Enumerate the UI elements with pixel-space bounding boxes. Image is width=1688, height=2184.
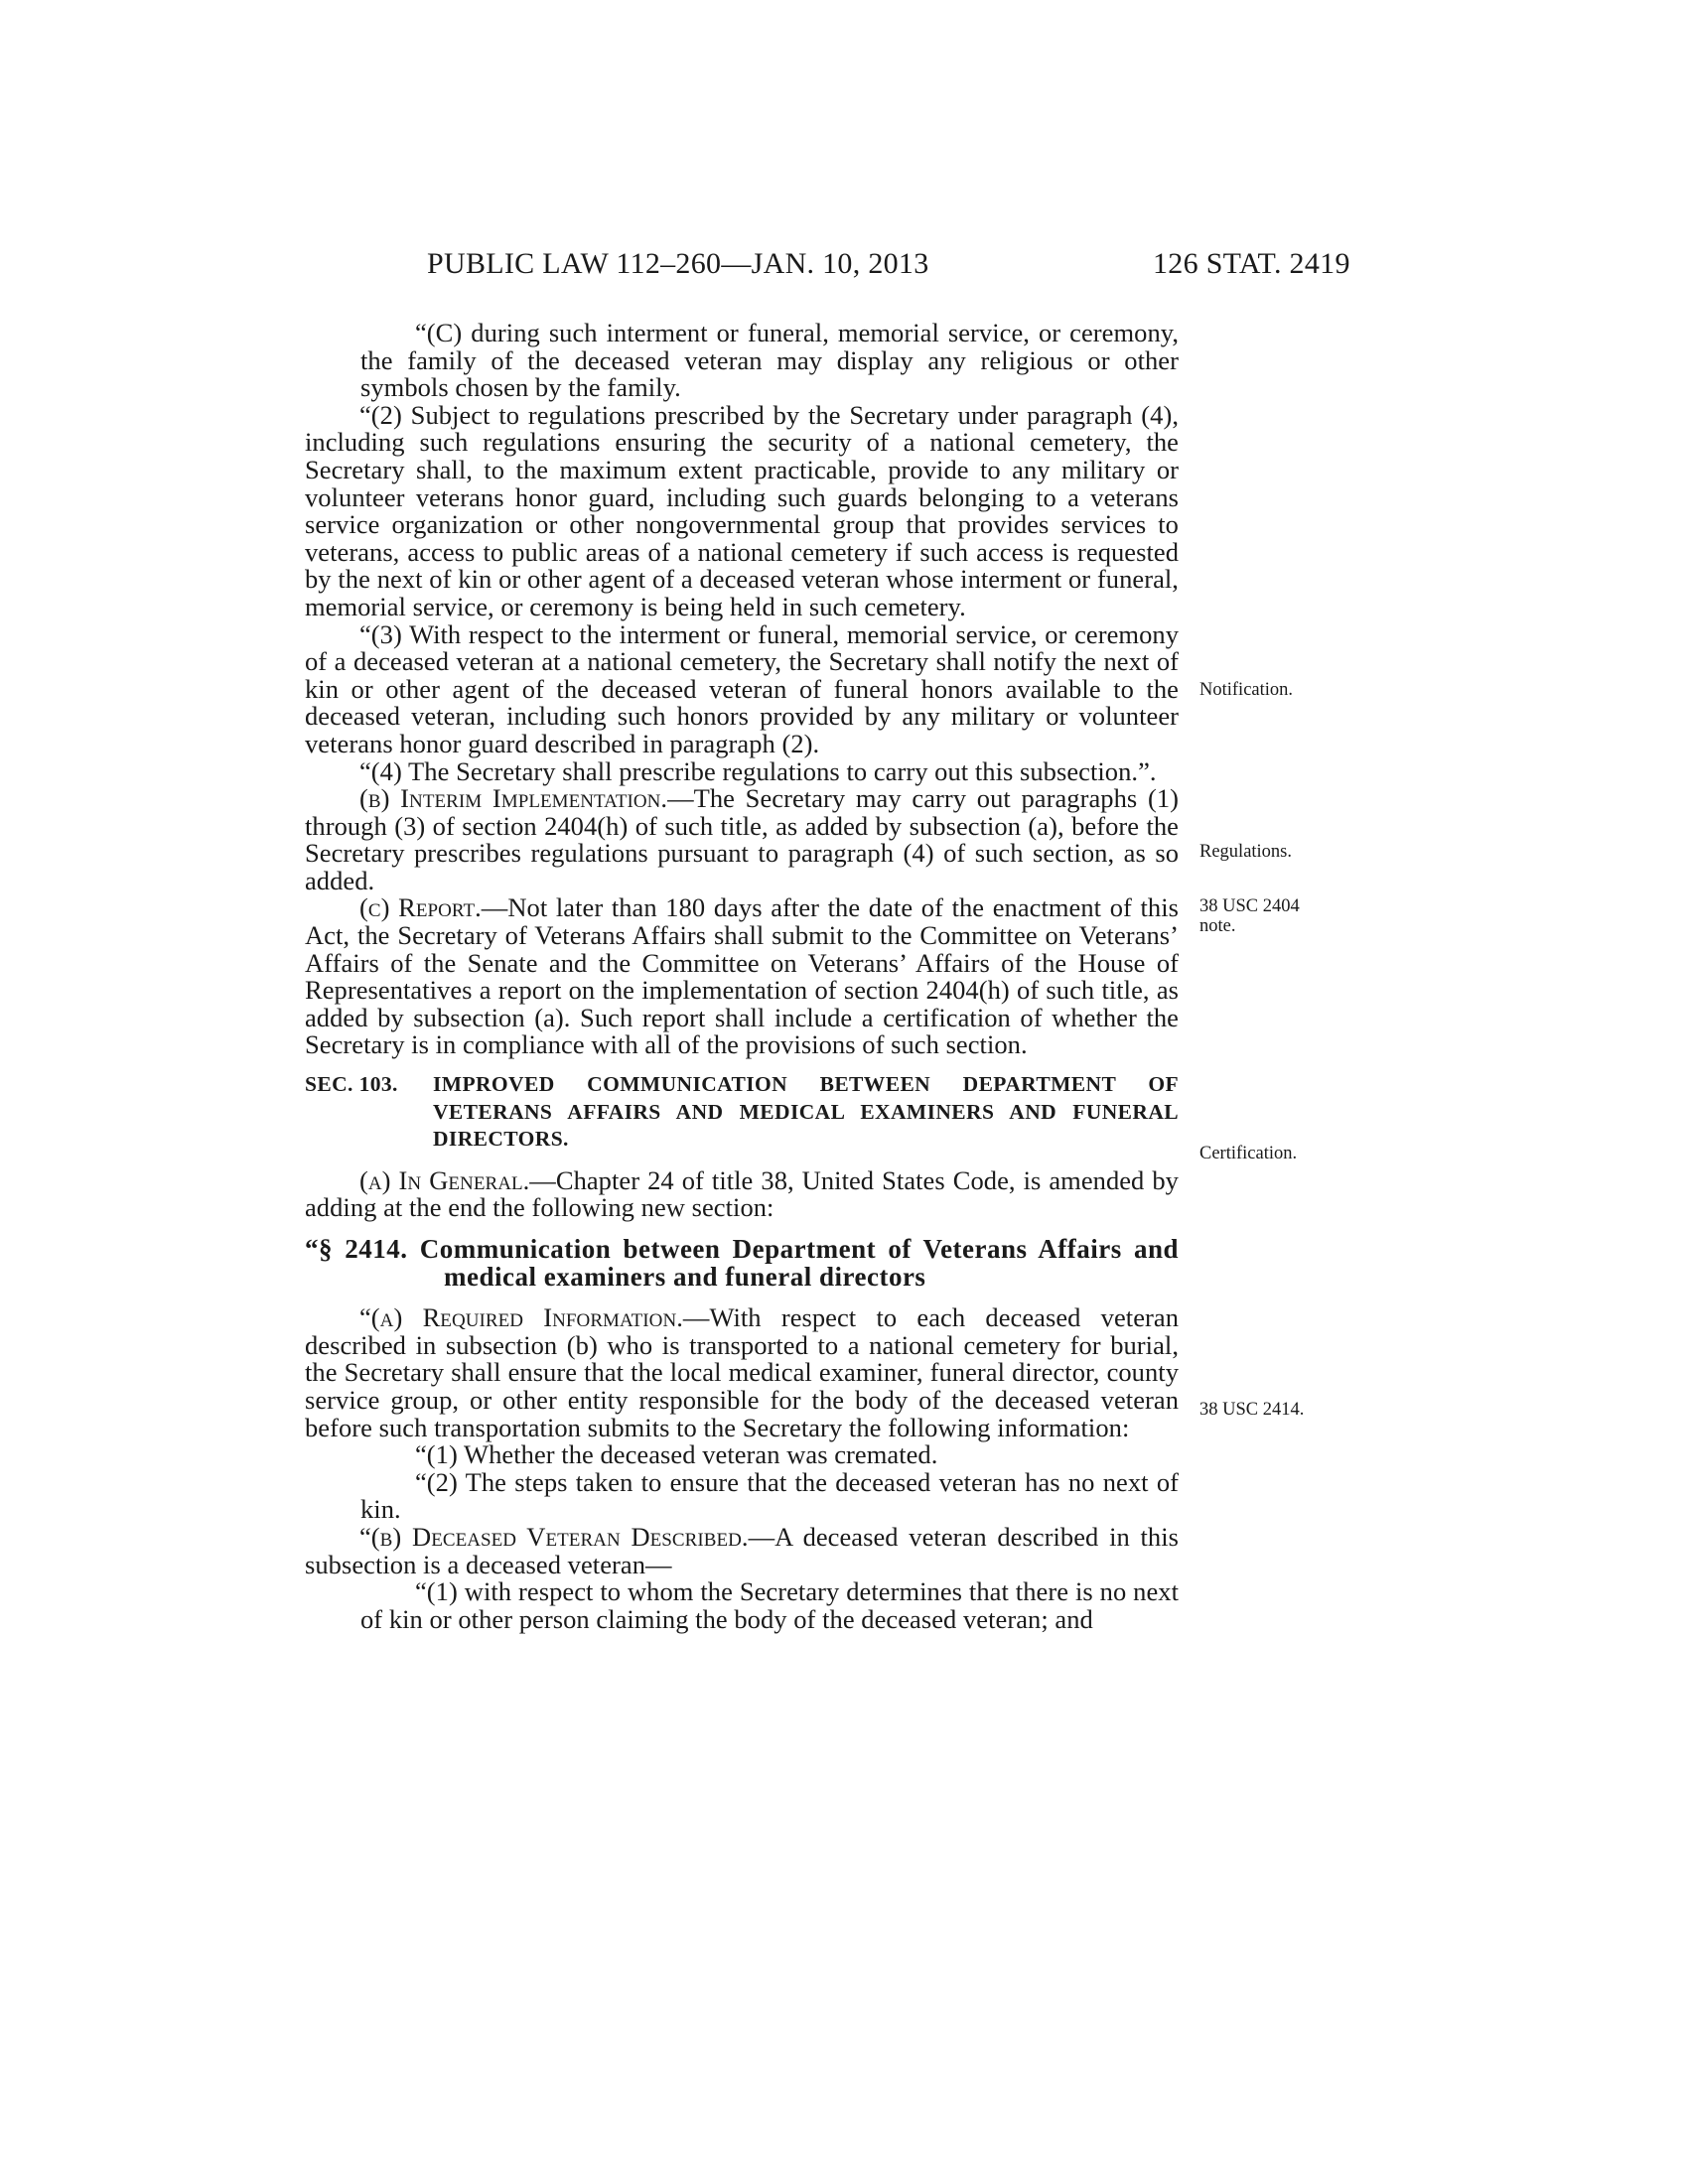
subsection-c-report <box>305 894 1179 1059</box>
subsection-a-required-info <box>305 1304 1179 1441</box>
main-text-column <box>305 320 1179 1633</box>
section-103-label: SEC. 103. <box>305 1072 398 1097</box>
stat-page-number: 126 STAT. 2419 <box>1153 247 1350 280</box>
margin-note-certification: Certification. <box>1199 1144 1298 1163</box>
subsection-b-text: —The Secretary may carry out paragraphs (1) through (3) of section 2404(h) of such title, as added by subsection (a), before the Secretary prescribes regulations pursuant to paragraph (4) of such section, as so added. <box>305 783 1179 895</box>
section-2414-title: Communication between Department of Veterans Affairs and medical examiners and funeral directors <box>419 1234 1180 1292</box>
item-1-cremated: “(1) Whether the deceased veteran was cremated. <box>415 1439 938 1470</box>
subsection-a-general <box>305 1164 1179 1223</box>
described-heading: “(b) Deceased Veteran Described. <box>359 1521 749 1552</box>
subsection-c-heading: (c) Report. <box>359 892 482 923</box>
paragraph-3-notification: “(3) With respect to the interment or funeral, memorial service, or ceremony of a deceased veteran at a national cemetery, the Secretary shall notify the next of kin or other agent of the deceased veteran of funeral honors available to the deceased veteran, including such honors provided by any military or volunteer veterans honor guard described in paragraph (2). <box>305 618 1179 758</box>
page-header <box>0 247 1688 287</box>
section-2414-heading <box>305 1236 1179 1291</box>
section-2414-number: “§ 2414. <box>305 1234 408 1264</box>
running-title: PUBLIC LAW 112–260—JAN. 10, 2013 <box>427 247 929 280</box>
item-1-no-next-of-kin: “(1) with respect to whom the Secretary determines that there is no next of kin or other person claiming the body of the deceased veteran; and <box>360 1576 1179 1634</box>
subsection-b-interim <box>305 785 1179 894</box>
margin-note-38-usc-2414: 38 USC 2414. <box>1199 1400 1305 1420</box>
subsection-a-heading: (a) In General. <box>359 1164 530 1195</box>
margin-note-regulations: Regulations. <box>1199 842 1293 862</box>
subsection-b-described <box>305 1521 1179 1579</box>
paragraph-4-regulations: “(4) The Secretary shall prescribe regulations to carry out this subsection.”. <box>359 755 1157 786</box>
described-text: —A deceased veteran described in this subsection is a deceased veteran— <box>305 1521 1179 1579</box>
subsection-c-text: —Not later than 180 days after the date of the enactment of this Act, the Secretary of Veterans Affairs shall submit to the Committee on Veterans’ Affairs of the Senate and the Committee on Veterans’ Affairs of the House of Representatives a report on the implementation of section 2404(h) of such title, as added by subsection (a). Such report shall include a certification of whether the Secretary is in compliance with all of the provisions of such section. <box>305 892 1179 1060</box>
margin-note-notification: Notification. <box>1199 680 1294 700</box>
item-2-next-of-kin: “(2) The steps taken to ensure that the deceased veteran has no next of kin. <box>360 1466 1179 1525</box>
paragraph-c-symbols: “(C) during such interment or funeral, memorial service, or ceremony, the family of the deceased veteran may display any religious or other symbols chosen by the family. <box>360 318 1179 403</box>
paragraph-2-honor-guard: “(2) Subject to regulations prescribed by the Secretary under paragraph (4), including such regulations ensuring the security of a national cemetery, the Secretary shall, to the maximum extent practicable, provide to any military or volunteer veterans honor guard, including such guards belonging to a veterans service organization or other nongovernmental group that provides services to veterans, access to public areas of a national cemetery if such access is requested by the next of kin or other agent of a deceased veteran whose interment or funeral, memorial service, or ceremony is being held in such cemetery. <box>305 399 1179 621</box>
required-info-text: —With respect to each deceased veteran described in subsection (b) who is transported to a national cemetery for burial, the Secretary shall ensure that the local medical examiner, funeral director, county service group, or other entity responsible for the body of the deceased veteran before such transportation submits to the Secretary the following information: <box>305 1302 1180 1442</box>
section-103-title: IMPROVED COMMUNICATION BETWEEN DEPARTMENT OF VETERANS AFFAIRS AND MEDICAL EXAMINERS AND FUNERAL DIRECTORS. <box>433 1072 1179 1152</box>
section-103-heading <box>305 1071 1179 1154</box>
required-info-heading: “(a) Required Information. <box>359 1302 683 1333</box>
subsection-a-text: —Chapter 24 of title 38, United States Code, is amended by adding at the end the following new section: <box>305 1164 1179 1223</box>
subsection-b-heading: (b) Interim Implementation. <box>359 783 668 814</box>
margin-note-38-usc-2404: 38 USC 2404 note. <box>1199 896 1300 936</box>
